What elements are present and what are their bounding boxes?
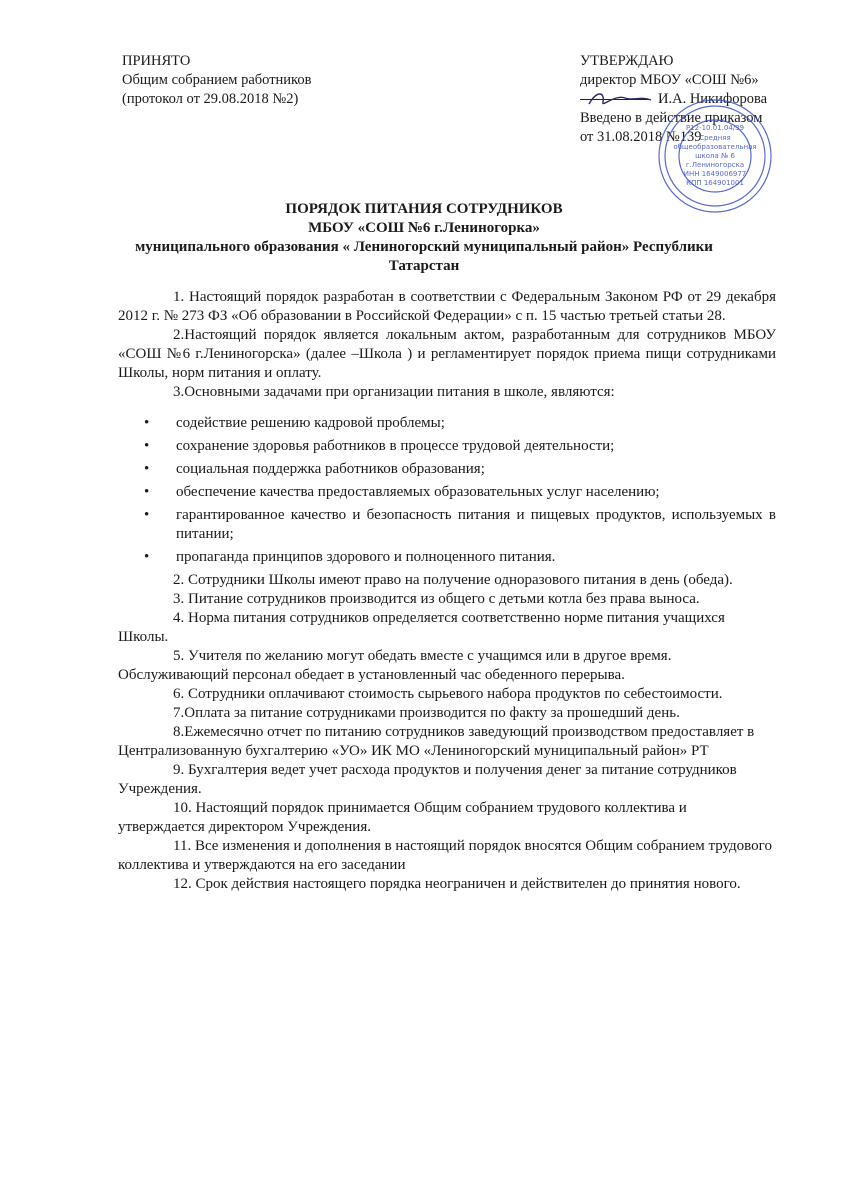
- protocol-reference: (протокол от 29.08.2018 №2): [122, 91, 299, 107]
- paragraph-1: 1. Настоящий порядок разработан в соответствии с Федеральным Законом РФ от 29 декабря 2012 г. № 273 ФЗ «Об образовании в Российской Федерации» с п. 15 частью третьей статьи 28.: [118, 289, 776, 324]
- paragraph-10: 8.Ежемесячно отчет по питанию сотрудников заведующий производством предоставляет в Централизованную бухгалтерию «УО» ИК МО «Лениногорский муниципальный район» РТ: [118, 724, 755, 759]
- bullet-icon: •: [144, 484, 150, 500]
- school-seal: [655, 96, 775, 216]
- order-label: Введено в действие приказом: [580, 110, 763, 126]
- bullet-icon: •: [144, 415, 150, 431]
- approve-label: УТВЕРЖДАЮ: [580, 53, 674, 69]
- signer-name: И.А. Никифорова: [658, 91, 768, 107]
- approval-block-left: [122, 52, 311, 109]
- title-line-1: ПОРЯДОК ПИТАНИЯ СОТРУДНИКОВ: [285, 201, 563, 217]
- seal-code: Р12-10.01.04/39: [685, 124, 745, 132]
- paragraph-7: 5. Учителя по желанию могут обедать вместе с учащимся или в другое время. Обслуживающий персонал обедает в установленный час обеденного перерыва.: [118, 648, 672, 683]
- order-date: от 31.08.2018 №139: [580, 129, 702, 145]
- title-line-4: Татарстан: [388, 258, 460, 274]
- paragraph-3: 3.Основными задачами при организации питания в школе, являются:: [173, 384, 615, 400]
- paragraph-14: 12. Срок действия настоящего порядка неограничен и действителен до принятия нового.: [173, 876, 741, 892]
- list-item: • гарантированное качество и безопасность питания и пищевых продуктов, используемых в питании;: [144, 507, 776, 542]
- director-title: директор МБОУ «СОШ №6»: [580, 72, 759, 88]
- paragraph-6: 4. Норма питания сотрудников определяется соответственно норме питания учащихся Школы.: [118, 610, 725, 645]
- bullet-icon: •: [144, 461, 150, 477]
- list-item: • пропаганда принципов здорового и полноценного питания.: [144, 549, 556, 565]
- list-item: • содействие решению кадровой проблемы;: [144, 415, 445, 431]
- bullet-icon: •: [144, 507, 150, 523]
- title-line-3: муниципального образования « Лениногорский муниципальный район» Республики: [135, 239, 713, 255]
- paragraph-13: 11. Все изменения и дополнения в настоящий порядок вносятся Общим собранием трудового коллектива и утверждаются на его заседании: [118, 838, 772, 873]
- bullet-icon: •: [144, 438, 150, 454]
- seal-line-4: г.Лениногорска: [685, 161, 745, 169]
- seal-kpp: КПП 164901001: [686, 179, 744, 187]
- paragraph-5: 3. Питание сотрудников производится из общего с детьми котла без права выноса.: [173, 591, 700, 607]
- accepted-by: Общим собранием работников: [122, 72, 312, 88]
- seal-line-1: Средняя: [699, 134, 731, 142]
- paragraph-8: 6. Сотрудники оплачивают стоимость сырьевого набора продуктов по себестоимости.: [173, 686, 723, 702]
- seal-line-3: школа № 6: [695, 152, 735, 160]
- paragraph-4: 2. Сотрудники Школы имеют право на получение одноразового питания в день (обеда).: [173, 572, 733, 588]
- seal-inn: ИНН 1649006977: [683, 170, 747, 178]
- paragraph-12: 10. Настоящий порядок принимается Общим собранием трудового коллектива и утверждается директором Учреждения.: [118, 800, 687, 835]
- bullet-icon: •: [144, 549, 150, 565]
- document-body: [118, 288, 776, 894]
- list-item: • обеспечение качества предоставляемых образовательных услуг населению;: [144, 484, 660, 500]
- paragraph-11: 9. Бухгалтерия ведет учет расхода продуктов и получения денег за питание сотрудников Учреждения.: [118, 762, 737, 797]
- accepted-label: ПРИНЯТО: [122, 53, 191, 69]
- title-line-2: МБОУ «СОШ №6 г.Лениногорка»: [308, 220, 540, 236]
- handwritten-signature: [585, 88, 655, 110]
- list-item: • социальная поддержка работников образования;: [144, 461, 485, 477]
- paragraph-9: 7.Оплата за питание сотрудниками производится по факту за прошедший день.: [173, 705, 680, 721]
- list-item: • сохранение здоровья работников в процессе трудовой деятельности;: [144, 438, 615, 454]
- document-title: [118, 200, 730, 276]
- paragraph-2: 2.Настоящий порядок является локальным актом, разработанным для сотрудников МБОУ «СОШ №6 г.Лениногорска» (далее –Школа ) и регламентирует порядок приема пищи сотрудниками Школы, норм питания и оплату.: [118, 327, 776, 381]
- tasks-list: [118, 414, 776, 567]
- seal-line-2: общеобразовательная: [673, 143, 757, 151]
